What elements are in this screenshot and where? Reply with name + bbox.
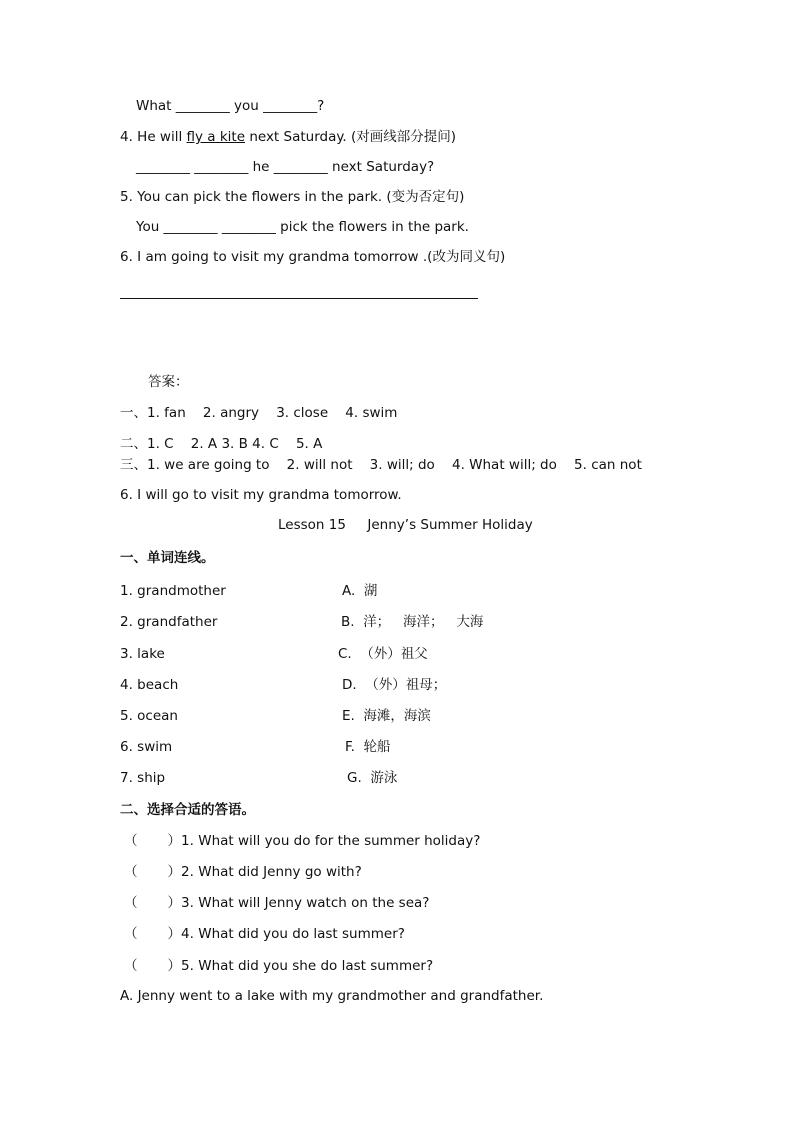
word-item: 3. lake — [120, 646, 165, 662]
meaning-item: C. （外）祖父 — [338, 646, 428, 662]
q4-underlined-phrase: fly a kite — [186, 129, 246, 145]
question-text: 3. What will Jenny watch on the sea? — [181, 895, 430, 911]
word-item: 6. swim — [120, 739, 173, 755]
meaning-item: B. 洋； 海洋； 大海 — [341, 614, 484, 630]
exercise-q6-line1: 6. I am going to visit my grandma tomorrow .(改为同义句) — [120, 249, 506, 265]
meaning-item: G. 游泳 — [347, 770, 398, 786]
meaning-item: F. 轮船 — [345, 739, 391, 755]
exercise-q4-line2: ________ ________ he ________ next Saturday? — [136, 159, 435, 175]
word-item: 5. ocean — [120, 708, 178, 724]
exercise-q4-line1 — [120, 128, 456, 146]
question-row — [124, 957, 433, 975]
question-row — [124, 863, 362, 881]
meaning-item: E. 海滩，海滨 — [342, 708, 431, 724]
meaning-item: A. 湖 — [342, 583, 378, 599]
q4-prefix: 4. He will — [120, 129, 187, 145]
word-item: 2. grandfather — [120, 614, 218, 630]
answer-paren[interactable]: （ ） — [124, 895, 182, 911]
lesson-title: Lesson 15 Jenny’s Summer Holiday — [278, 517, 533, 533]
exercise-q5-line1: 5. You can pick the flowers in the park. (变为否定句) — [120, 189, 465, 205]
question-text: 1. What will you do for the summer holiday? — [181, 833, 481, 849]
question-text: 2. What did Jenny go with? — [181, 864, 362, 880]
word-item: 1. grandmother — [120, 583, 226, 599]
word-item: 7. ship — [120, 770, 166, 786]
question-text: 5. What did you she do last summer? — [181, 958, 434, 974]
answer-paren[interactable]: （ ） — [124, 958, 182, 974]
answers-part3: 三、1. we are going to 2. will not 3. will; do 4. What will; do 5. can not — [120, 457, 642, 473]
answer-blank-line — [120, 298, 478, 299]
option-a: A. Jenny went to a lake with my grandmother and grandfather. — [120, 988, 544, 1004]
meaning-item: D. （外）祖母； — [342, 677, 447, 693]
section2-heading: 二、选择合适的答语。 — [120, 802, 255, 818]
question-row — [124, 925, 405, 943]
answers-heading: 答案： — [148, 374, 189, 390]
q4-suffix: next Saturday. (对画线部分提问) — [245, 129, 457, 145]
answers-part3-q6: 6. I will go to visit my grandma tomorrow. — [120, 487, 402, 503]
section1-heading: 一、单词连线。 — [120, 550, 215, 566]
answers-part2: 二、1. C 2. A 3. B 4. C 5. A — [120, 436, 323, 452]
question-row — [124, 894, 429, 912]
answers-part1: 一、1. fan 2. angry 3. close 4. swim — [120, 405, 398, 421]
word-item: 4. beach — [120, 677, 179, 693]
answer-paren[interactable]: （ ） — [124, 864, 182, 880]
exercise-q5-line2: You ________ ________ pick the flowers in the park. — [136, 219, 469, 235]
question-row — [124, 832, 480, 850]
exercise-q3-line2: What ________ you ________? — [136, 98, 325, 114]
answer-paren[interactable]: （ ） — [124, 833, 182, 849]
question-text: 4. What did you do last summer? — [181, 926, 405, 942]
answer-paren[interactable]: （ ） — [124, 926, 182, 942]
